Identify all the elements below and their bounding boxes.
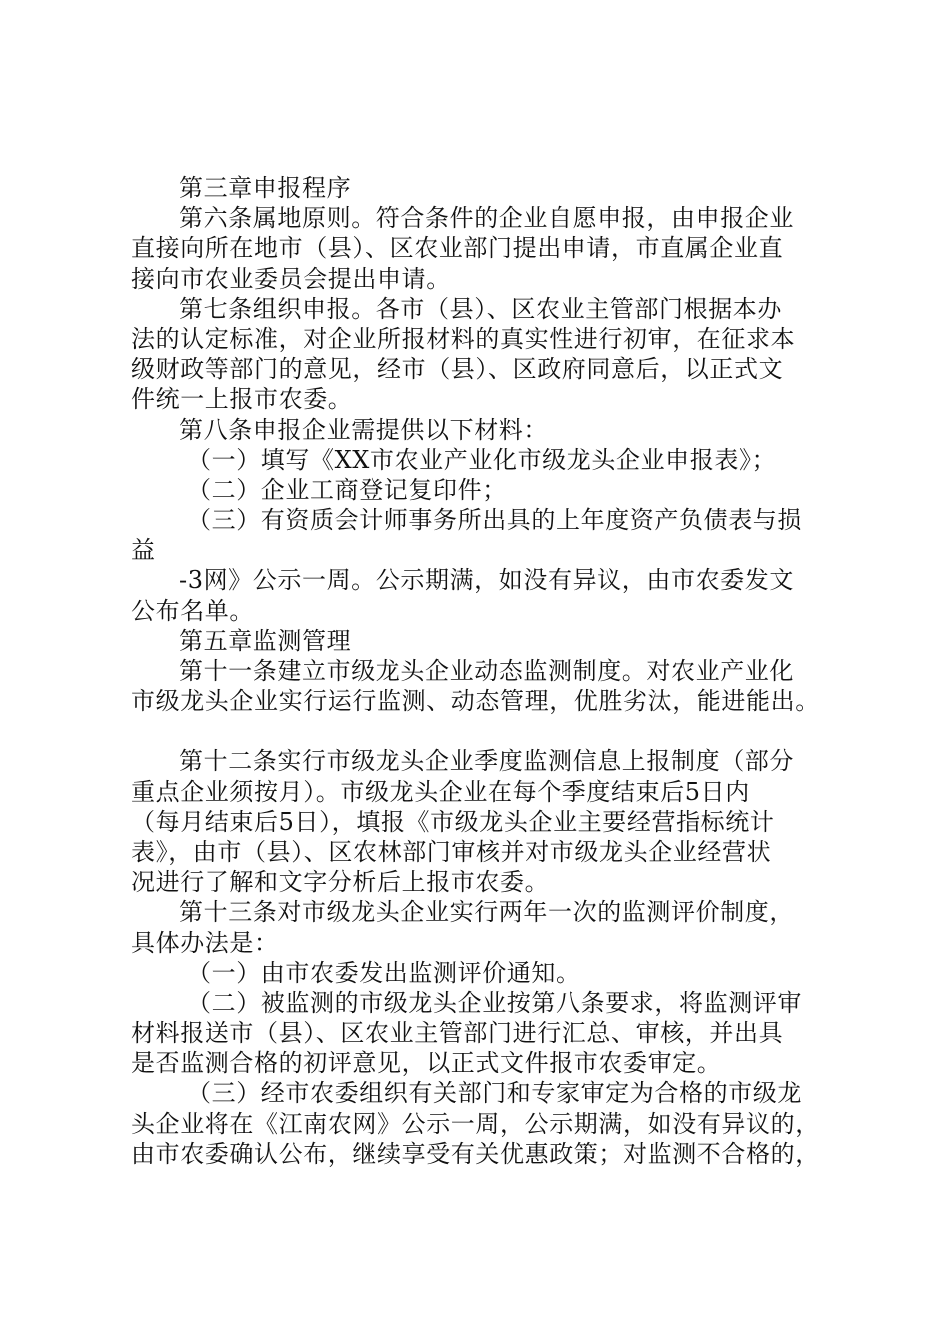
paragraph-line: 公布名单。 (131, 596, 254, 625)
chapter-heading: 第三章申报程序 (179, 174, 352, 202)
paragraph-line: 重点企业须按月）。市级龙头企业在每个季度结束后5日内 (131, 777, 750, 806)
paragraph-line: -3网》公示一周。公示期满，如没有异议，由市农委发文 (179, 566, 794, 595)
blank-gap (131, 716, 831, 746)
paragraph-line: 件统一上报市农委。 (131, 385, 353, 414)
paragraph-line: 头企业将在《江南农网》公示一周，公示期满，如没有异议的， (131, 1109, 820, 1138)
paragraph-line: （每月结束后5日），填报《市级龙头企业主要经营指标统计 (131, 807, 775, 836)
paragraph-line: 直接向所在地市（县）、区农业部门提出申请，市直属企业直 (131, 234, 784, 263)
paragraph-line: 况进行了解和文字分析后上报市农委。 (131, 868, 550, 897)
paragraph-line: 第八条申报企业需提供以下材料： (179, 415, 548, 444)
list-item: （一）由市农委发出监测评价通知。 (187, 958, 581, 987)
chapter-heading: 第五章监测管理 (179, 626, 352, 655)
paragraph-line: 是否监测合格的初评意见，以正式文件报市农委审定。 (131, 1049, 722, 1078)
document-body (131, 173, 831, 1169)
paragraph-line: 第七条组织申报。各市（县）、区农业主管部门根据本办 (179, 294, 782, 323)
list-item: （二）被监测的市级龙头企业按第八条要求，将监测评审 (187, 988, 802, 1017)
list-item: （二）企业工商登记复印件； (187, 475, 507, 504)
paragraph-line: 市级龙头企业实行运行监测、动态管理，优胜劣汰，能进能出。 (131, 687, 820, 716)
paragraph-line: 第六条属地原则。符合条件的企业自愿申报，由申报企业 (179, 204, 794, 233)
paragraph-line: 第十一条建立市级龙头企业动态监测制度。对农业产业化 (179, 657, 794, 685)
paragraph-line: 级财政等部门的意见，经市（县）、区政府同意后，以正式文 (131, 355, 784, 384)
list-item: （一）填写《XX市农业产业化市级龙头企业申报表》； (187, 445, 777, 474)
paragraph-line: 具体办法是： (131, 928, 279, 957)
list-item: （三）经市农委组织有关部门和专家审定为合格的市级龙 (187, 1079, 802, 1108)
paragraph-line: 第十三条对市级龙头企业实行两年一次的监测评价制度， (179, 898, 794, 927)
paragraph-line: 接向市农业委员会提出申请。 (131, 264, 451, 293)
list-item: （三）有资质会计师事务所出具的上年度资产负债表与损 (187, 506, 802, 535)
paragraph-line: 第十二条实行市级龙头企业季度监测信息上报制度（部分 (179, 747, 794, 776)
paragraph-line: 表》，由市（县）、区农林部门审核并对市级龙头企业经营状 (131, 837, 772, 866)
paragraph-line: 材料报送市（县）、区农业主管部门进行汇总、审核，并出具 (131, 1019, 784, 1048)
paragraph-line: 益 (131, 536, 156, 565)
paragraph-line: 由市农委确认公布，继续享受有关优惠政策；对监测不合格的， (131, 1139, 820, 1168)
paragraph-line: 法的认定标准，对企业所报材料的真实性进行初审，在征求本 (131, 324, 796, 353)
